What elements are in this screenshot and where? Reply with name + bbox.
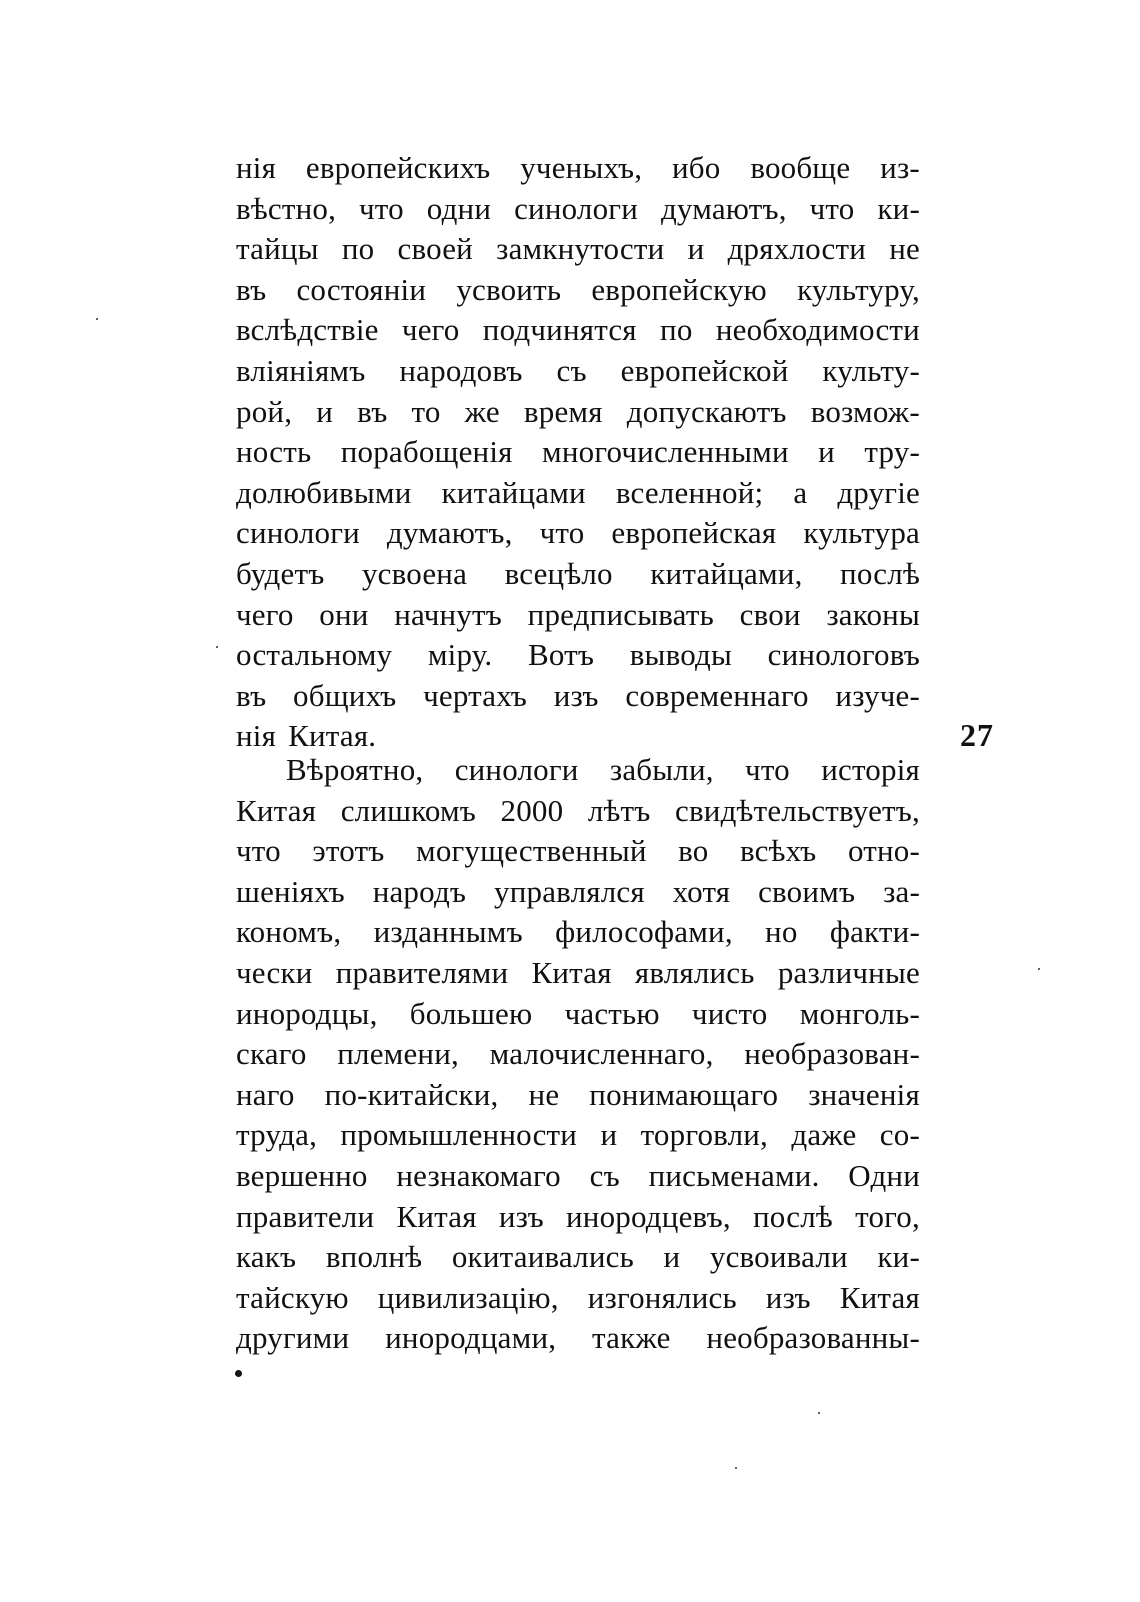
word: 2000 xyxy=(500,792,564,828)
text-line xyxy=(236,229,920,270)
word: забыли, xyxy=(609,752,714,787)
word: понимающаго xyxy=(589,1076,779,1112)
word: со- xyxy=(879,1117,920,1153)
word: даже xyxy=(791,1117,857,1153)
text-line xyxy=(236,513,920,554)
text-line xyxy=(236,392,920,433)
text-line xyxy=(236,750,920,791)
word: и xyxy=(663,1239,681,1275)
word: изданнымъ xyxy=(373,914,523,950)
word: Одни xyxy=(848,1157,920,1193)
word: окитаивались xyxy=(451,1239,634,1275)
word: вліяніямъ xyxy=(236,352,366,388)
word: синологи xyxy=(514,190,638,226)
word: другіе xyxy=(837,474,920,510)
word: Вотъ xyxy=(527,637,595,673)
word: возмож- xyxy=(810,393,920,429)
word: факти- xyxy=(829,914,920,950)
word: изуче- xyxy=(835,677,920,713)
word: отно- xyxy=(847,833,920,869)
word: и xyxy=(687,231,705,267)
word: изгонялись xyxy=(587,1279,737,1315)
word: ибо xyxy=(672,150,721,185)
word: вершенно xyxy=(236,1157,368,1193)
word: Вѣроятно, xyxy=(286,752,424,787)
word: порабощенія xyxy=(340,434,513,470)
word: Китая xyxy=(531,954,612,990)
word: и xyxy=(316,393,334,429)
word: не xyxy=(528,1076,560,1112)
word: не xyxy=(889,231,920,267)
word: послѣ xyxy=(752,1198,833,1234)
word: но xyxy=(765,914,798,950)
word: своей xyxy=(397,231,473,267)
word: съ xyxy=(589,1157,620,1193)
word: Китая xyxy=(236,792,317,828)
word: ки- xyxy=(877,1239,920,1275)
word: значенія xyxy=(808,1076,920,1112)
word: исторія xyxy=(821,752,920,787)
word: думаютъ, xyxy=(386,515,513,551)
word: въ xyxy=(357,393,388,429)
word: міру. xyxy=(427,637,493,673)
word: из- xyxy=(880,150,920,185)
word: что xyxy=(809,190,855,226)
word: тайскую xyxy=(236,1279,349,1315)
text-line xyxy=(236,1115,920,1156)
text-line xyxy=(236,1318,920,1359)
word: скаго xyxy=(236,1036,307,1072)
word: долюбивыми xyxy=(236,474,412,510)
word: они xyxy=(319,596,369,632)
word: монголь- xyxy=(799,995,920,1031)
word: являлись xyxy=(634,954,755,990)
word: ность xyxy=(236,434,312,470)
word: одни xyxy=(426,190,492,226)
word: ученыхъ, xyxy=(520,150,643,185)
word: всѣхъ xyxy=(740,833,817,869)
word: выводы xyxy=(629,637,733,673)
word: различные xyxy=(777,954,920,990)
word: синологи xyxy=(454,752,579,787)
text-line xyxy=(236,912,920,953)
text-line xyxy=(236,148,920,189)
word: философами, xyxy=(555,914,733,950)
word: начнутъ xyxy=(394,596,502,632)
word: управлялся xyxy=(494,873,645,909)
word: свои xyxy=(739,596,801,632)
word: что xyxy=(236,833,281,869)
word: тайцы xyxy=(236,231,319,267)
word: Китая xyxy=(839,1279,920,1315)
text-line xyxy=(236,1278,920,1319)
text-line xyxy=(236,1075,920,1116)
word: нія xyxy=(236,718,277,754)
word: Китая xyxy=(396,1198,477,1234)
word: инородцы, xyxy=(236,995,378,1031)
word: во xyxy=(678,833,709,869)
word: что xyxy=(745,752,790,787)
word: вслѣдствіе xyxy=(236,312,379,348)
word: по xyxy=(660,312,693,348)
word: этотъ xyxy=(312,833,385,869)
word: народовъ xyxy=(399,352,523,388)
word: правители xyxy=(236,1198,375,1234)
text-line xyxy=(236,432,920,473)
word: народъ xyxy=(372,873,467,909)
word: кономъ, xyxy=(236,914,342,950)
word: всецѣло xyxy=(504,555,613,591)
word: подчинятся xyxy=(482,312,637,348)
word: племени, xyxy=(337,1036,459,1072)
word: многочисленными xyxy=(542,434,789,470)
word: другими xyxy=(236,1320,350,1356)
word: вселенной; xyxy=(615,474,764,510)
word: современнаго xyxy=(625,677,809,713)
text-line xyxy=(236,270,920,311)
word: инородцами, xyxy=(385,1320,557,1356)
text-line xyxy=(236,595,920,636)
text-line xyxy=(236,1034,920,1075)
word: Китая. xyxy=(288,718,377,754)
word: что xyxy=(358,190,404,226)
word: синологи xyxy=(236,515,360,551)
text-line xyxy=(236,1197,920,1238)
word: изъ xyxy=(553,677,599,713)
word: могущественный xyxy=(416,833,647,869)
word: думаютъ, xyxy=(660,190,787,226)
word: а xyxy=(793,474,808,510)
word: европейская xyxy=(611,515,777,551)
word: то xyxy=(411,393,441,429)
text-line xyxy=(236,994,920,1035)
text-line xyxy=(236,1237,920,1278)
word: состояніи xyxy=(296,271,427,307)
word: изъ xyxy=(765,1279,811,1315)
word: своимъ xyxy=(758,873,856,909)
word: какъ xyxy=(236,1239,297,1275)
word: культуру, xyxy=(797,271,920,307)
word: вѣстно, xyxy=(236,190,337,226)
word: также xyxy=(592,1320,671,1356)
word: съ xyxy=(556,352,587,388)
word: усвоивали xyxy=(709,1239,848,1275)
word: необразован- xyxy=(744,1036,920,1072)
word: малочисленнаго, xyxy=(489,1036,714,1072)
word: необразованны- xyxy=(706,1320,920,1356)
word: рой, xyxy=(236,393,293,429)
word: по-китайски, xyxy=(324,1076,499,1112)
word: тру- xyxy=(864,434,920,470)
word: законы xyxy=(826,596,920,632)
word: цивилизацію, xyxy=(377,1279,559,1315)
text-line xyxy=(236,791,920,832)
word: правителями xyxy=(335,954,509,990)
ink-speck xyxy=(96,318,98,320)
word: европейскихъ xyxy=(305,150,491,185)
word: торговли, xyxy=(640,1117,768,1153)
ink-speck xyxy=(818,1412,820,1414)
word: будетъ xyxy=(236,555,325,591)
word: письменами. xyxy=(648,1157,820,1193)
word: время xyxy=(523,393,603,429)
word: остальному xyxy=(236,637,393,673)
word: чески xyxy=(236,954,313,990)
word: ки- xyxy=(877,190,920,226)
word: европейскую xyxy=(591,271,767,307)
word: чисто xyxy=(691,995,768,1031)
word: труда, xyxy=(236,1117,318,1153)
text-line xyxy=(236,473,920,514)
word: промышленности xyxy=(340,1117,578,1153)
ink-speck xyxy=(1038,968,1040,970)
word: синологовъ xyxy=(767,637,920,673)
word: изъ xyxy=(498,1198,544,1234)
word: что xyxy=(539,515,585,551)
word: большею xyxy=(409,995,533,1031)
paragraph-2 xyxy=(236,750,920,1359)
word: и xyxy=(818,434,835,470)
word: допускаютъ xyxy=(626,393,787,429)
word: китайцами xyxy=(441,474,586,510)
text-line xyxy=(236,554,920,595)
text-line xyxy=(236,635,920,676)
word: культура xyxy=(803,515,920,551)
word: того, xyxy=(855,1198,920,1234)
text-line xyxy=(236,189,920,230)
word: инородцевъ, xyxy=(566,1198,731,1234)
word: въ xyxy=(236,677,267,713)
word: частью xyxy=(564,995,660,1031)
word: и xyxy=(600,1117,618,1153)
word: наго xyxy=(236,1076,295,1112)
word: въ xyxy=(236,271,267,307)
word: слишкомъ xyxy=(340,792,477,828)
word: дряхлости xyxy=(727,231,867,267)
word: чего xyxy=(401,312,460,348)
word: хотя xyxy=(672,873,731,909)
text-line xyxy=(236,310,920,351)
word: культу- xyxy=(822,352,920,388)
text-line xyxy=(236,1156,920,1197)
word: же xyxy=(464,393,500,429)
paragraph-1 xyxy=(236,148,920,757)
word: вполнѣ xyxy=(325,1239,423,1275)
page-number: 27 xyxy=(960,717,994,753)
ink-speck xyxy=(735,1467,737,1469)
ink-speck xyxy=(235,1370,242,1377)
word: чертахъ xyxy=(423,677,527,713)
word: китайцами, xyxy=(650,555,803,591)
word: усвоить xyxy=(456,271,562,307)
word: лѣтъ xyxy=(587,792,651,828)
text-line xyxy=(236,872,920,913)
text-line xyxy=(236,351,920,392)
word: послѣ xyxy=(840,555,920,591)
word: по xyxy=(341,231,375,267)
word: необходимости xyxy=(715,312,920,348)
word: общихъ xyxy=(293,677,397,713)
word: европейской xyxy=(620,352,789,388)
word: замкнутости xyxy=(496,231,665,267)
text-line xyxy=(236,676,920,717)
word: незнакомаго xyxy=(396,1157,561,1193)
ink-speck xyxy=(216,646,218,648)
word: усвоена xyxy=(361,555,468,591)
word: свидѣтельствуетъ, xyxy=(675,792,920,828)
word: вообще xyxy=(750,150,851,185)
word: за- xyxy=(883,873,920,909)
word: предписывать xyxy=(527,596,714,632)
text-line xyxy=(236,953,920,994)
word: нія xyxy=(236,150,277,185)
word: шеніяхъ xyxy=(236,873,345,909)
text-line xyxy=(236,831,920,872)
word: чего xyxy=(236,596,294,632)
